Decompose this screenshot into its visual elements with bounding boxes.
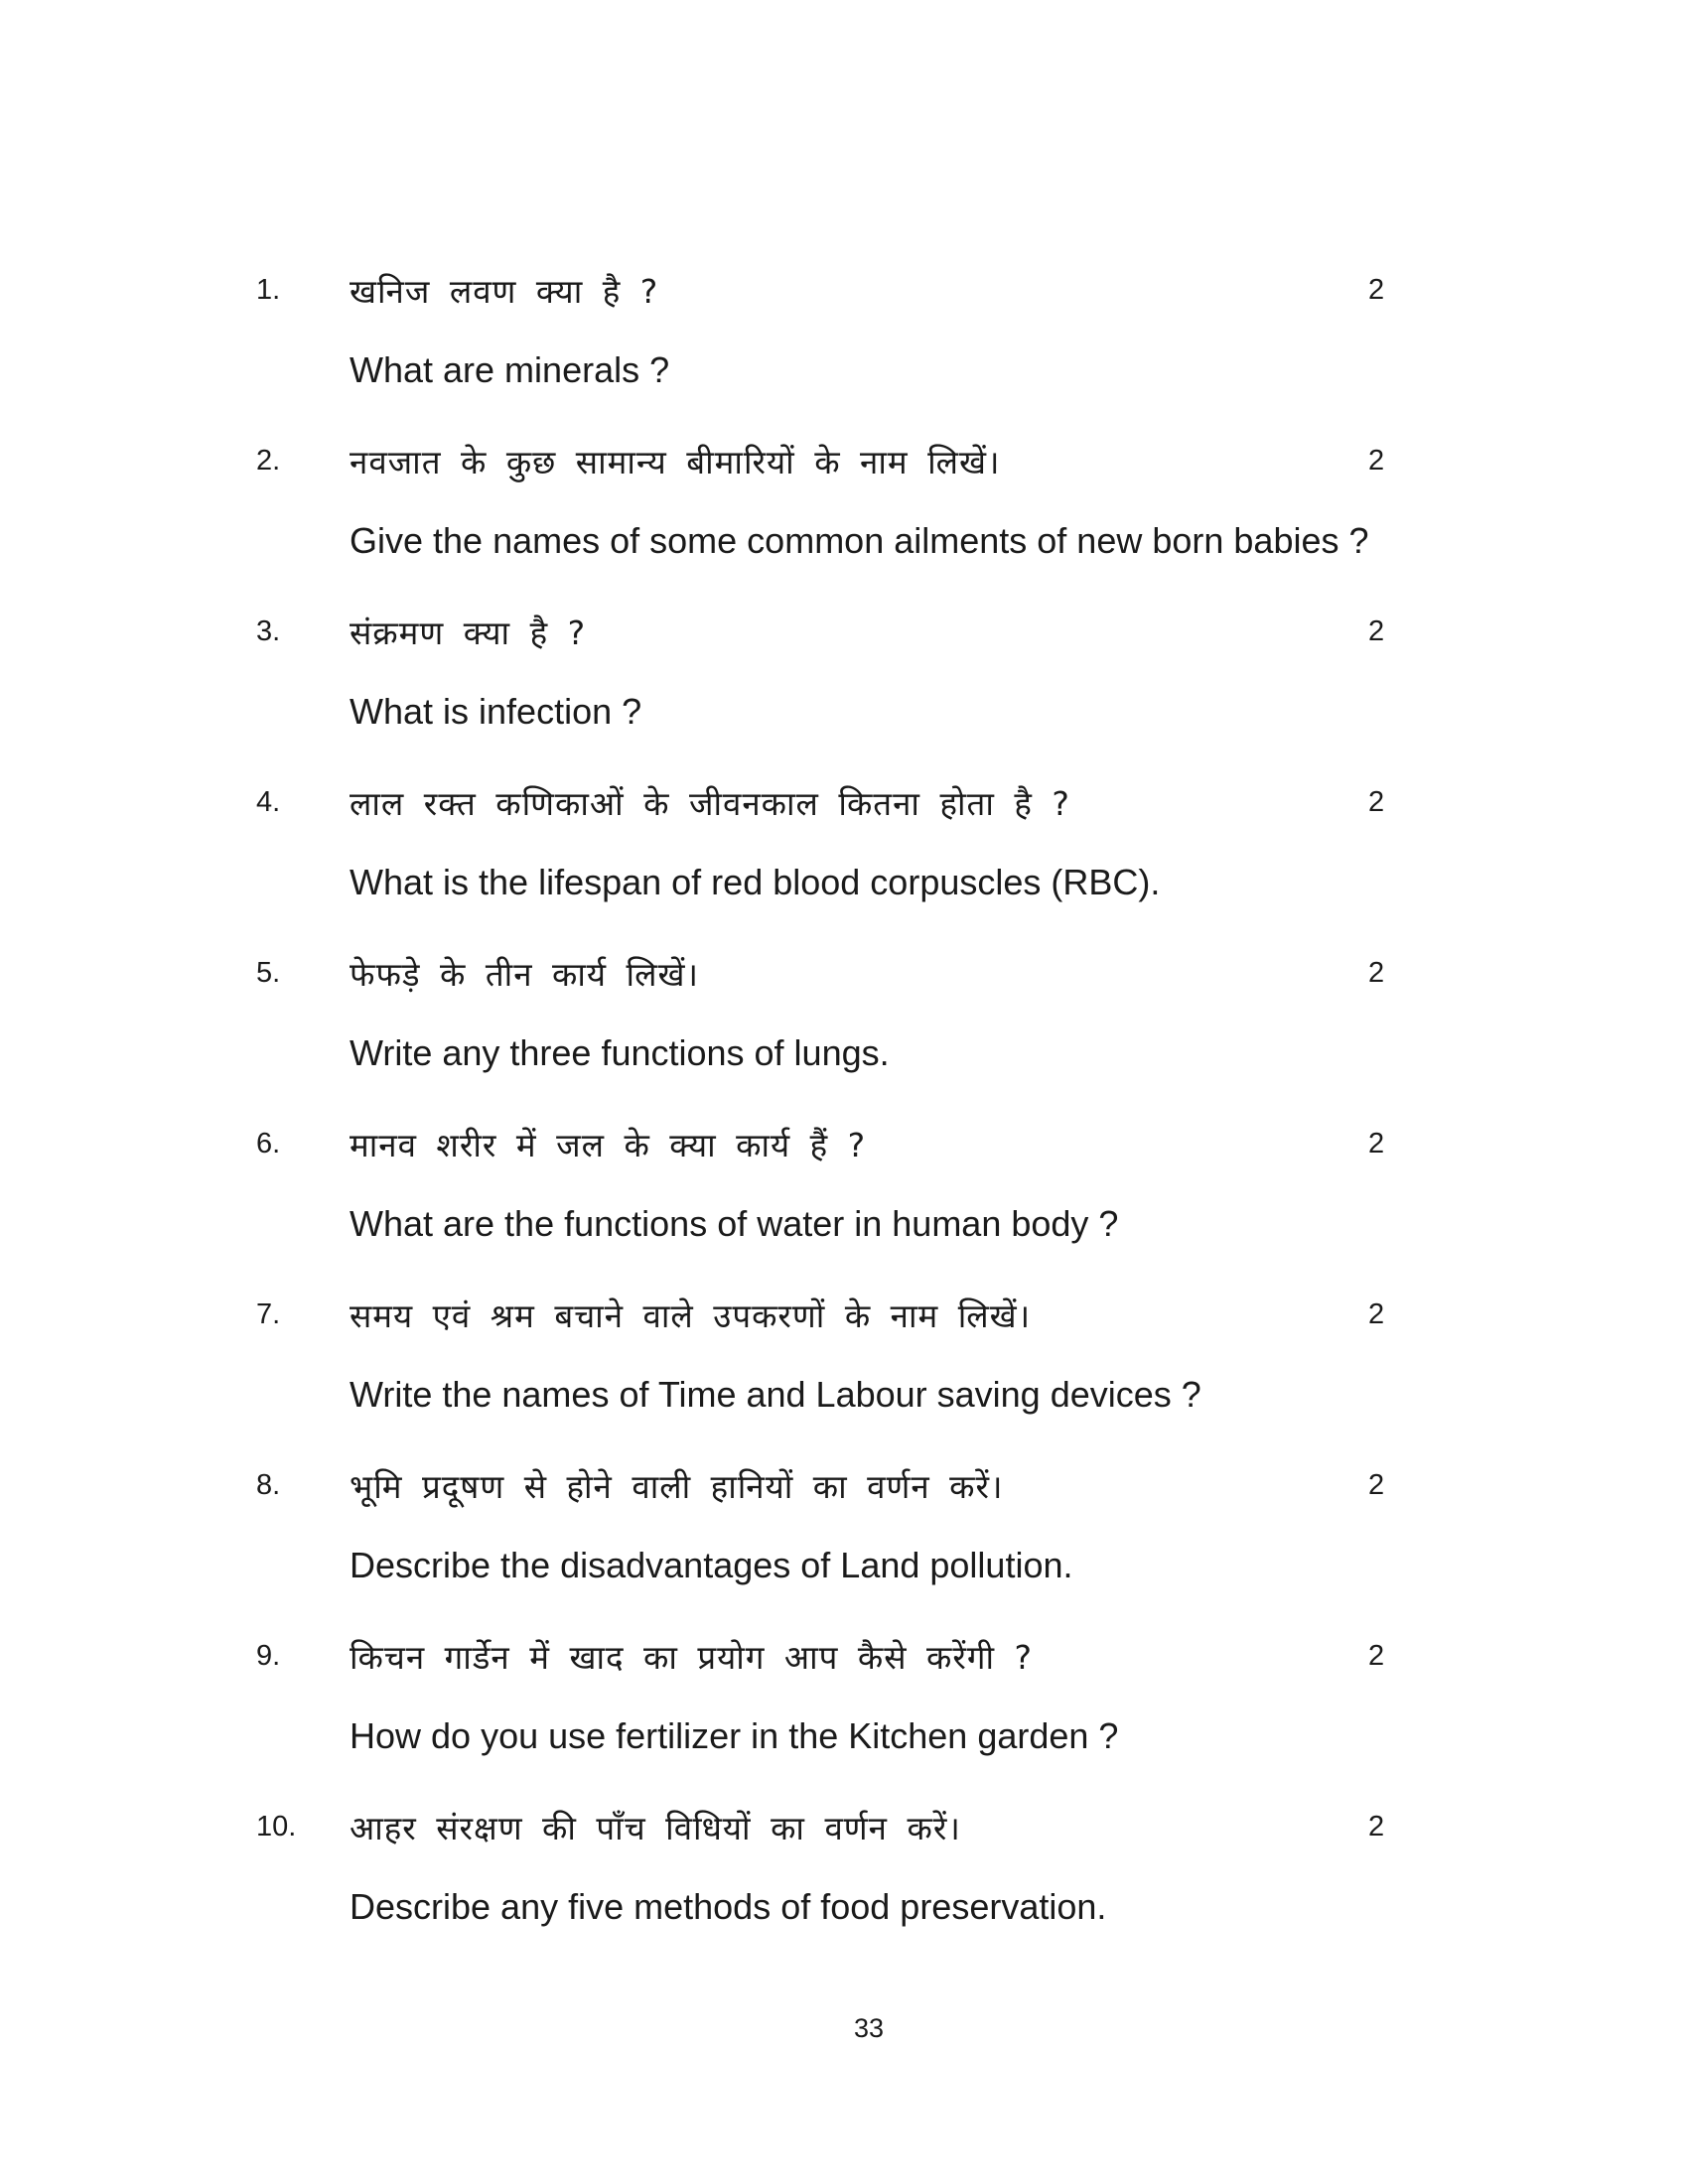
question-text-english: How do you use fertilizer in the Kitchen garden ? xyxy=(350,1715,1119,1756)
question-text-english: What is infection ? xyxy=(350,691,642,732)
question-marks: 2 xyxy=(1368,1469,1385,1501)
question-text-english: Write any three functions of lungs. xyxy=(350,1032,890,1073)
question-text-hindi: नवजात के कुछ सामान्य बीमारियों के नाम लिखें। xyxy=(350,443,1001,481)
question-text-hindi: फेफड़े के तीन कार्य लिखें। xyxy=(350,955,699,994)
question-item xyxy=(0,610,1688,780)
question-item xyxy=(0,1293,1688,1463)
question-text-hindi: खनिज लवण क्या है ? xyxy=(350,272,659,311)
question-item xyxy=(0,951,1688,1122)
question-item xyxy=(0,1805,1688,1976)
question-item xyxy=(0,780,1688,951)
question-item xyxy=(0,439,1688,610)
question-number: 6. xyxy=(256,1128,281,1160)
question-text-hindi: संक्रमण क्या है ? xyxy=(350,614,587,652)
question-marks: 2 xyxy=(1368,274,1385,306)
question-number: 8. xyxy=(256,1469,281,1501)
question-number: 7. xyxy=(256,1298,281,1330)
question-number: 4. xyxy=(256,786,281,818)
question-number: 10. xyxy=(256,1811,297,1843)
question-text-hindi: मानव शरीर में जल के क्या कार्य हैं ? xyxy=(350,1126,867,1164)
question-marks: 2 xyxy=(1368,445,1385,477)
question-number: 2. xyxy=(256,445,281,477)
question-number: 3. xyxy=(256,615,281,647)
question-text-hindi: भूमि प्रदूषण से होने वाली हानियों का वर्णन करें। xyxy=(350,1467,1004,1506)
question-item xyxy=(0,1634,1688,1805)
question-number: 9. xyxy=(256,1640,281,1672)
question-marks: 2 xyxy=(1368,615,1385,647)
question-marks: 2 xyxy=(1368,1298,1385,1330)
question-text-english: Give the names of some common ailments of new born babies ? xyxy=(350,520,1369,561)
question-number: 1. xyxy=(256,274,281,306)
question-text-hindi: किचन गार्डेन में खाद का प्रयोग आप कैसे करेंगी ? xyxy=(350,1638,1034,1677)
question-item xyxy=(0,1463,1688,1634)
question-text-english: Write the names of Time and Labour saving devices ? xyxy=(350,1374,1201,1415)
question-text-hindi: लाल रक्त कणिकाओं के जीवनकाल कितना होता है ? xyxy=(350,784,1070,823)
question-text-english: What are minerals ? xyxy=(350,349,670,390)
question-marks: 2 xyxy=(1368,1128,1385,1160)
question-marks: 2 xyxy=(1368,957,1385,989)
question-item xyxy=(0,1122,1688,1293)
question-marks: 2 xyxy=(1368,786,1385,818)
page-number: 33 xyxy=(853,2013,885,2043)
question-text-english: Describe any five methods of food preservation. xyxy=(350,1886,1107,1927)
question-text-english: Describe the disadvantages of Land pollution. xyxy=(350,1545,1073,1585)
question-text-hindi: समय एवं श्रम बचाने वाले उपकरणों के नाम लिखें। xyxy=(350,1297,1032,1335)
question-number: 5. xyxy=(256,957,281,989)
question-marks: 2 xyxy=(1368,1811,1385,1843)
question-marks: 2 xyxy=(1368,1640,1385,1672)
question-item xyxy=(0,268,1688,439)
question-text-english: What is the lifespan of red blood corpuscles (RBC). xyxy=(350,862,1161,902)
question-text-english: What are the functions of water in human body ? xyxy=(350,1203,1119,1244)
question-text-hindi: आहर संरक्षण की पाँच विधियों का वर्णन करें। xyxy=(350,1809,961,1847)
